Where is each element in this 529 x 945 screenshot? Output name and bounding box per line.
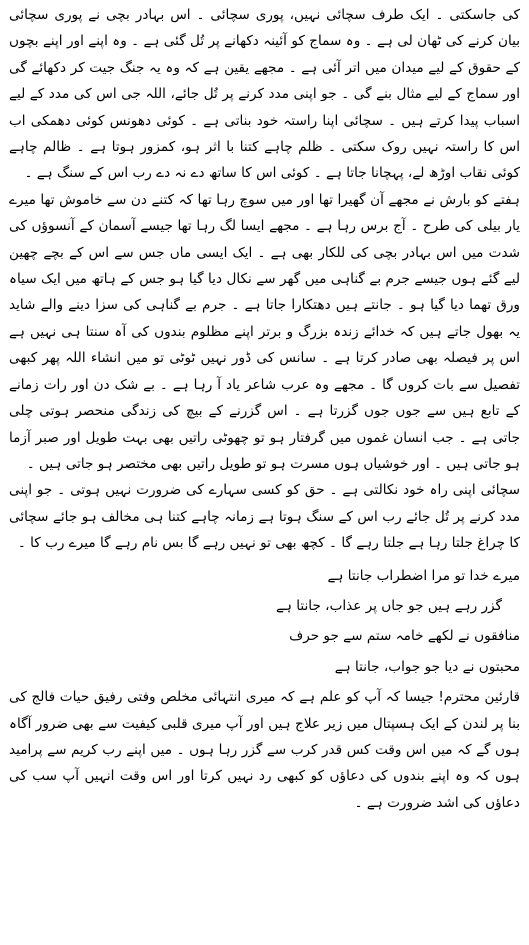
poem-line: محبتوں نے دیا جو جواب، جانتا ہے: [334, 658, 520, 675]
poem-line: میرے خدا تو مرا اضطراب جانتا ہے: [327, 567, 520, 584]
paragraph-1: کی جاسکتی ۔ ایک طرف سچائی نہیں، پوری سچائی ۔ اس بہادر بچی نے پوری سچائی بیان کرنے کی ٹھان لی ہے ۔ وہ سماج کو آئینہ دکھانے پر تُل گئی ہے ۔ وہ اپنے اور اپنے بچوں کے حقوق کے لیے میدان میں اتر آئی ہے ۔ مجھے یقین ہے کہ وہ یہ جنگ جیت کر دکھائے گی اور سماج کے لیے مثال بنے گی ۔ جو اپنی مدد کرنے پر تُل جائے، اللہ جی اس کی مدد کے لیے اسباب پیدا کرتے ہیں ۔ سچائی اپنا راستہ خود بناتی ہے ۔ کوئی دھونس کوئی دھمکی اب اس کا راستہ نہیں روک سکتی ۔ ظلم چاہے کتنا با اثر ہو، کمزور ہوتا ہے ۔ ظالم چاہے کوئی نقاب اوڑھ لے، پہچانا جاتا ہے ۔ کوئی اس کا ساتھ دے نہ دے رب اس کے سنگ ہے ۔: [9, 7, 520, 182]
paragraph-2: ہفتے کو بارش نے مجھے آن گھیرا تھا اور میں سوچ رہا تھا کہ کتنے دن سے خاموش تھا میرے یار بیلی کی طرح ۔ آج برس رہا ہے ۔ مجھے ایسا لگ رہا تھا جیسے آسمان کے آنسوؤں کی شدت میں اس بہادر بچی کی للکار بھی ہے ۔ ایک ایسی ماں جس سے اس کے بچے چھین لیے گئے ہوں جیسے جرم بے گناہی میں گھر سے نکال دیا گیا ہو جس کے ہاتھ میں ایک سیاہ ورق تھما دیا گیا ہو ۔ جانتے ہیں دھتکارا جاتا ہے ۔ جرم بے گناہی کی سزا دینے والے شاید یہ بھول جاتے ہیں کہ خدائے زندہ بزرگ و برتر اپنے مظلوم بندوں کی آہ سنتا ہی نہیں ہے اس پر فیصلہ بھی صادر کرتا ہے ۔ سانس کی ڈور نہیں ٹوٹی تو میں انشاء اللہ پھر کبھی تفصیل سے بات کروں گا ۔ مجھے وہ عرب شاعر یاد آ رہا ہے ۔ بے شک دن اور رات زمانے کے تابع ہیں سے جوں جوں گزرتا ہے ۔ اس گزرنے کے بیچ کی زندگی منحصر ہوتی چلی جاتی ہے ۔ جب انسان غموں میں گرفتار ہو تو چھوٹی راتیں بھی بہت طویل اور صبر آزما ہو جاتی ہیں ۔ اور خوشیاں ہوں مسرت ہو تو طویل راتیں بھی مختصر ہو جاتی ہیں ۔: [9, 191, 520, 472]
poem: [9, 563, 520, 681]
paragraph-3: سچائی اپنی راہ خود نکالتی ہے ۔ حق کو کسی سہارے کی ضرورت نہیں ہوتی ۔ جو اپنی مدد کرنے پر تُل جائے رب اس کے سنگ ہوتا ہے زمانہ چاہے کتنا ہی مخالف ہو جائے سچائی کا چراغ جلتا رہا ہے جلتا رہے گا ۔ کچھ بھی تو نہیں رہے گا بس نام رہے گا میرے رب کا ۔: [9, 482, 521, 552]
closing-paragraph: قارئین محترم! جیسا کہ آپ کو علم ہے کہ میری انتہائی مخلص وفتی رفیق حیات فالج کی بنا پر لندن کے ایک ہسپتال میں زیر علاج ہیں اور آپ میری قلبی کیفیت سے بھی ضرور آگاہ ہوں گے کہ میں اس وقت کس قدر کرب سے گزر رہا ہوں ۔ میں اپنے رب کریم سے پرامید ہوں کہ وہ اپنے بندوں کی دعاؤں کو کبھی رد نہیں کرتا اور اس وقت انہیں آپ سب کی دعاؤں کی اشد ضرورت ہے ۔: [9, 689, 520, 811]
poem-line: منافقوں نے لکھے خامہ ستم سے جو حرف: [289, 628, 520, 645]
poem-line: گزر رہے ہیں جو جاں پر عذاب، جانتا ہے: [276, 597, 502, 614]
